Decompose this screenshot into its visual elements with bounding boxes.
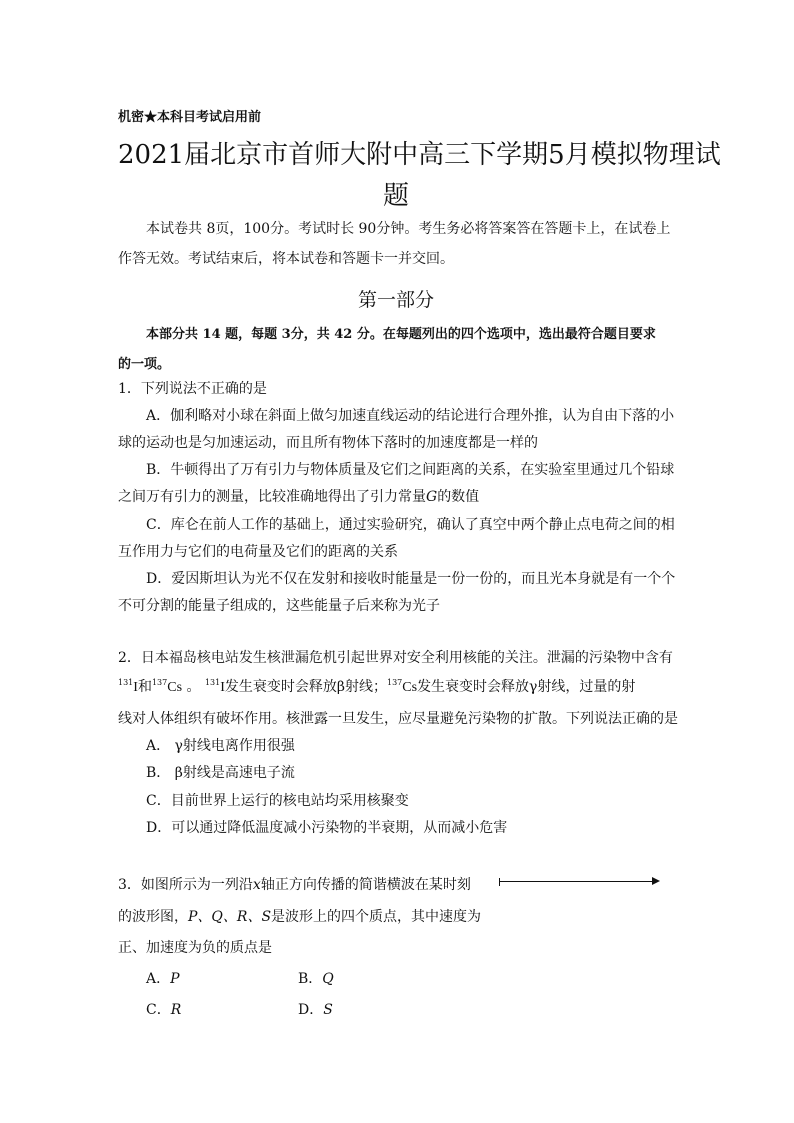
q3-option-a: A．P: [146, 971, 180, 987]
q3-option-c: C．R: [146, 1002, 182, 1018]
q1-option-a-line1: A．伽利略对小球在斜面上做匀加速直线运动的结论进行合理外推，认为自由下落的小: [146, 408, 675, 424]
instructions-line2: 作答无效。考试结束后，将本试卷和答题卡一并交回。: [118, 251, 454, 267]
secret-mark: 机密★本科目考试启用前: [118, 110, 262, 125]
q1-option-c-line1: C．库仑在前人工作的基础上，通过实验研究，确认了真空中两个静止点电荷之间的相: [146, 517, 675, 533]
q3-stem-line2: 的波形图，P、Q、R、S是波形上的四个质点，其中速度为: [118, 909, 482, 925]
q2-option-b: B． β射线是高速电子流: [146, 765, 295, 781]
q3-stem-line1: 3．如图所示为一列沿x轴正方向传播的简谐横波在某时刻: [118, 877, 471, 893]
q3-option-d: D．S: [298, 1002, 333, 1018]
wave-figure-x-axis: [500, 881, 656, 882]
wave-figure-axis-origin: [499, 878, 500, 886]
q2-stem-line1: 2．日本福岛核电站发生核泄漏危机引起世界对安全利用核能的关注。泄漏的污染物中含有: [118, 650, 673, 666]
q1-option-d-line1: D．爱因斯坦认为光不仅在发射和接收时能量是一份一份的，而且光本身就是有一个个: [146, 571, 676, 587]
exam-title-line1: 2021届北京市首师大附中高三下学期5月模拟物理试: [118, 140, 721, 170]
instructions-line1: 本试卷共 8页，100分。考试时长 90分钟。考生务必将答案答在答题卡上，在试卷上: [146, 221, 671, 237]
part-desc-line1: 本部分共 14 题，每题 3分，共 42 分。在每题列出的四个选项中，选出最符合题目要求: [146, 327, 656, 342]
q2-stem-line3: 线对人体组织有破坏作用。核泄露一旦发生，应尽量避免污染物的扩散。下列说法正确的是: [118, 711, 678, 727]
q1-option-b-line1: B．牛顿得出了万有引力与物体质量及它们之间距离的关系，在实验室里通过几个铅球: [146, 462, 675, 478]
exam-title-line2: 题: [383, 181, 410, 211]
q1-option-a-line2: 球的运动也是匀加速运动，而且所有物体下落时的加速度都是一样的: [118, 435, 538, 451]
part-heading: 第一部分: [358, 289, 435, 311]
q2-option-c: C．目前世界上运行的核电站均采用核聚变: [146, 793, 409, 809]
q2-option-a: A． γ射线电离作用很强: [146, 738, 295, 754]
q3-stem-line3: 正、加速度为负的质点是: [118, 940, 272, 956]
x-axis-arrow-icon: [652, 877, 660, 885]
q3-option-b: B．Q: [298, 971, 334, 987]
q1-stem: 1．下列说法不正确的是: [118, 381, 267, 397]
q1-option-d-line2: 不可分割的能量子组成的，这些能量子后来称为光子: [118, 598, 440, 614]
q2-stem-line2: $^{131}$I和$^{137}$Cs 。 $^{131}$I发生衰变时会释放β射线；$^{137}$Cs发生衰变时会释放γ射线，过量的射: [118, 678, 636, 695]
part-desc-line2: 的一项。: [118, 357, 171, 372]
q1-option-b-line2: 之间万有引力的测量，比较准确地得出了引力常量G的数值: [118, 489, 480, 505]
q2-option-d: D．可以通过降低温度减小污染物的半衰期，从而减小危害: [146, 820, 508, 836]
q1-option-c-line2: 互作用力与它们的电荷量及它们的距离的关系: [118, 544, 398, 560]
